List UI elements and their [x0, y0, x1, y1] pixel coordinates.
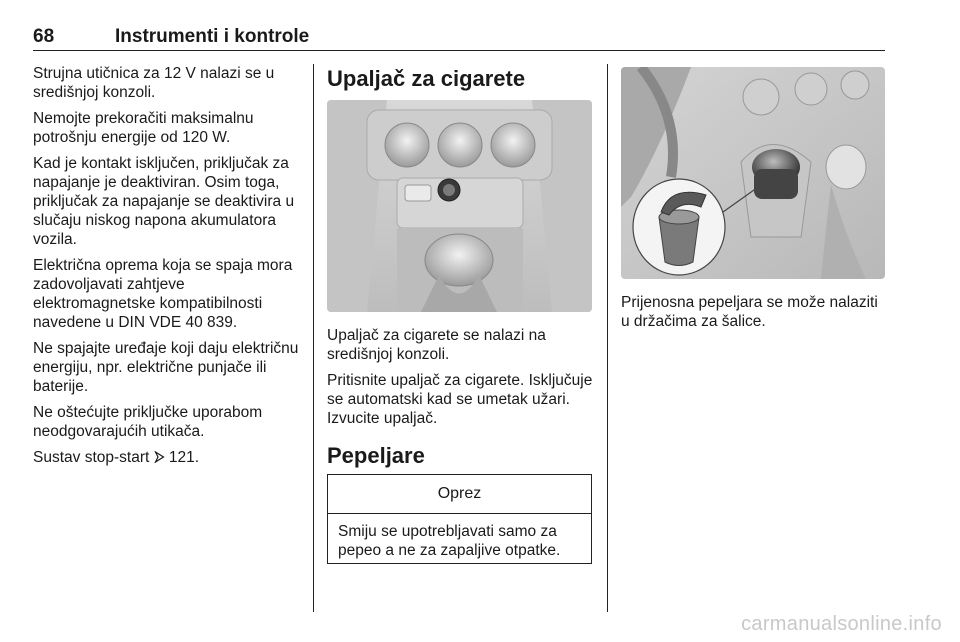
page-reference-link[interactable]: 121.	[168, 449, 200, 466]
caution-box	[327, 474, 592, 564]
paragraph: Kad je kontakt isključen, priključak za napajanje je deaktiviran. Osim toga, priključak za napajanje se deaktivira u slučaju niskog napona akumulatora vozila.	[33, 155, 295, 248]
paragraph: Ne spajajte uređaje koji daju električnu energiju, npr. električne punjače ili baterije.	[33, 340, 299, 395]
chapter-title: Instrumenti i kontrole	[115, 26, 310, 47]
page-header	[33, 22, 885, 51]
heading-ashtrays: Pepeljare	[327, 443, 425, 468]
paragraph-reference	[33, 448, 301, 467]
figure-cigarette-lighter	[327, 100, 592, 312]
caution-text: Smiju se upotrebljavati samo za pepeo a ne za zapaljive otpatke.	[338, 523, 561, 559]
paragraph: Strujna utičnica za 12 V nalazi se u središnjoj konzoli.	[33, 65, 275, 101]
paragraph: Električna oprema koja se spaja mora zadovoljavati zahtjeve elektromagnetske kompatibilnosti navedene u DIN VDE 40 839.	[33, 257, 293, 331]
column-divider	[313, 64, 314, 612]
heading-cigarette-lighter: Upaljač za cigarete	[327, 66, 526, 91]
page-number: 68	[33, 26, 55, 47]
paragraph: Upaljač za cigarete se nalazi na središnjoj konzoli.	[327, 327, 546, 363]
watermark: carmanualsonline.info	[741, 613, 942, 635]
arrow-ref-icon	[154, 449, 169, 466]
paragraph: Ne oštećujte priključke uporabom neodgovarajućih utikača.	[33, 404, 263, 440]
reference-text: Sustav stop-start	[33, 449, 150, 466]
column-divider	[607, 64, 608, 612]
column-left	[33, 64, 301, 474]
paragraph: Prijenosna pepeljara se može nalaziti u držačima za šalice.	[621, 294, 878, 330]
paragraph: Nemojte prekoračiti maksimalnu potrošnju energije od 120 W.	[33, 110, 254, 146]
lighter-text	[327, 326, 595, 435]
figure-portable-ashtray	[621, 67, 885, 279]
paragraph: Pritisnite upaljač za cigarete. Isključuje se automatski kad se umetak užari. Izvucite upaljač.	[327, 372, 593, 427]
ashtray-caption	[621, 293, 889, 338]
caution-title: Oprez	[328, 475, 591, 514]
